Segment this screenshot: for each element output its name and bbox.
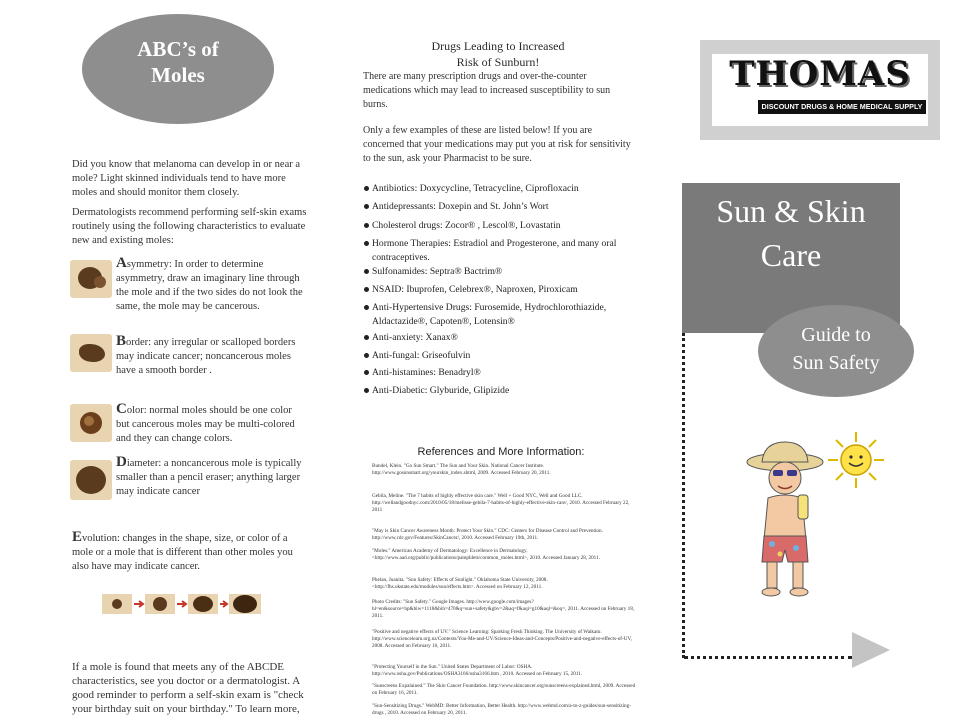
asymmetry-text <box>116 256 306 314</box>
abc-title-line2: Moles <box>151 63 205 87</box>
mole-diameter-image <box>70 460 112 500</box>
drugs-heading-line2: Risk of Sunburn! <box>456 55 540 69</box>
sun-icon <box>826 430 886 490</box>
letter-d: D <box>116 454 127 470</box>
evolution-text <box>72 530 308 574</box>
mole-asymmetry-image <box>70 260 112 298</box>
dotted-line-horizontal <box>684 656 852 659</box>
drug-bullet <box>364 287 369 292</box>
evolution-desc: volution: changes in the shape, size, or color of a mole or a mole that is different than other moles you also have may indicate cancer. <box>72 533 293 572</box>
guide-ellipse <box>758 305 914 397</box>
mole-evolution-strip <box>102 592 262 616</box>
drug-bullet <box>364 241 369 246</box>
thomas-logo <box>700 40 940 140</box>
color-desc: olor: normal moles should be one color but cancerous moles may be multi-colored and they can change colors. <box>116 405 295 444</box>
diameter-text <box>116 455 306 499</box>
child-with-sunscreen-illustration <box>740 440 835 600</box>
abcde-footer: If a mole is found that meets any of the ABCDE characteristics, see you doctor or a dermatologist. A good reminder to perform a self-skin exam is "check your birthday suit on your birthday." To learn more, <box>72 661 304 715</box>
drug-item: Anti-histamines: Benadryl® <box>372 367 481 378</box>
drugs-intro: There are many prescription drugs and over-the-counter medications which may lead to increased susceptibility to sun burns. <box>363 71 611 110</box>
drug-item: Hormone Therapies: Estradiol and Progesterone, and many oral contraceptives. <box>372 238 617 263</box>
reference-item: "Sunscreens Expalained." The Skin Cancer Foundation. http://www.skincancer.org/sunscreens-explained.html, 2009. Accessed on February 16, 2011. <box>372 683 636 696</box>
drug-bullet <box>364 269 369 274</box>
self-exam-intro: Dermatologists recommend performing self-skin exams routinely using the following characteristics to evaluate new and existing moles: <box>72 207 307 246</box>
mole-border-image <box>70 334 112 372</box>
drug-item: Anti-Diabetic: Glyburide, Glipizide <box>372 385 510 396</box>
abc-title-ellipse <box>82 14 274 124</box>
drugs-heading-line1: Drugs Leading to Increased <box>431 39 565 53</box>
letter-e: E <box>72 529 83 545</box>
drug-item: Antibiotics: Doxycycline, Tetracycline, Ciprofloxacin <box>372 183 579 194</box>
sun-skin-title-line1: Sun & Skin <box>716 193 866 229</box>
border-desc: order: any irregular or scalloped borders may indicate cancer; noncancerous moles have a smooth border . <box>116 337 296 376</box>
letter-b: B <box>116 333 127 349</box>
reference-item: Phelan, Juanita. "Sun Safety: Effects of Sunlight." Oklahoma State University, 2008. <http://fhs.okstate.edu/modules/sun/effects.htm>. Accessed on February 12, 2011. <box>372 577 548 590</box>
mole-evolution-illustration <box>102 592 262 616</box>
thomas-logo-tagline: DISCOUNT DRUGS & HOME MEDICAL SUPPLY <box>758 100 926 114</box>
guide-line2: Sun Safety <box>792 352 880 374</box>
reference-item: Photo Credits: "Sun Safety." Google Images. http://www.google.com/images?hl=en&source=hp&biw=1118&bih=470&q=sun+safety&gbv=2&aq=f&aqi=g10&aql=&oq=, 2011. Accessed on February 18, 2011. <box>372 599 635 619</box>
diameter-desc: iameter: a noncancerous mole is typically smaller than a pencil eraser; anything larger may indicate cancer <box>116 458 302 497</box>
guide-line1: Guide to <box>801 324 871 346</box>
border-text <box>116 334 306 378</box>
drug-item: Anti-fungal: Griseofulvin <box>372 350 471 361</box>
abc-title-line1: ABC’s of <box>137 37 219 61</box>
drug-bullet <box>364 353 369 358</box>
reference-item: Gebila, Meline. "The 7 habits of highly effective skin care." Well + Good NYC, Well and Good LLC. http://wellandgoodnyc.com/2010/05/18/melisse-gebila-7-habits-of-highly-effective-skin-care/, 2010. Accessed February 22, 2011 <box>372 493 630 513</box>
sun-skin-title-line2: Care <box>760 237 822 273</box>
reference-item: "Protecting Yourself in the Sun." United States Department of Labor: OSHA. http://www.osha.gov/Publications/OSHA3166/osha3166.htm , 2010. Accessed on February 15, 2011. <box>372 664 583 677</box>
drug-bullet <box>364 204 369 209</box>
drug-item: Sulfonamides: Septra® Bactrim® <box>372 266 503 277</box>
drugs-examples: Only a few examples of these are listed below! If you are concerned that your medications may put you at risk for sensitivity to the sun, ask your Pharmacist to be sure. <box>363 125 631 164</box>
mole-color-image <box>70 404 112 442</box>
reference-item: "Sun-Sensitizing Drugs." WebMD: Better Information, Better Health. http://www.webmd.com/a-to-z-guides/sun-sensitizing-drugs , 2010. Accessed on February 20, 2011. <box>372 703 631 716</box>
color-text <box>116 402 306 446</box>
drug-bullet <box>364 335 369 340</box>
drug-item: Antidepressants: Doxepin and St. John’s Wort <box>372 201 549 212</box>
drug-item: Anti-anxiety: Xanax® <box>372 332 458 343</box>
reference-item: "Moles." American Academy of Dermatology: Excellence in Dermatology. <http://www.aad.org/public/publications/pamphlets/common_moles.html>, 2010. Accessed January 28, 2011. <box>372 548 600 561</box>
melanoma-intro: Did you know that melanoma can develop in or near a mole? Light skinned individuals tend to have more moles and should monitor them closely. <box>72 159 301 198</box>
reference-item: "May is Skin Cancer Awareness Month: Protect Your Skin." CDC: Centers for Disease Control and Prevention. http://www.cdc.gov/Features/SkinCancer/, 2010. Accessed February 19th, 2011. <box>372 528 603 541</box>
letter-c: C <box>116 401 127 417</box>
drugs-heading <box>380 38 616 70</box>
reference-item: "Positive and negative effects of UV." Science Learning: Sparking Fresh Thinking. The University of Waikato. http://www.sciencelearn.org.nz/Contexts/You-Me-and-UV/Science-Ideas-and-Concepts/Positive-and-negative-effects-of-UV, 2008. Accessed on February 16, 2011. <box>372 629 632 649</box>
drug-bullet <box>364 186 369 191</box>
drug-bullet <box>364 370 369 375</box>
drug-item: NSAID: Ibuprofen, Celebrex®, Naproxen, Piroxicam <box>372 284 578 295</box>
drug-item: Cholesterol drugs: Zocor® , Lescol®, Lovastatin <box>372 220 561 231</box>
drug-bullet <box>364 305 369 310</box>
drug-item: Anti-Hypertensive Drugs: Furosemide, Hydrochlorothiazide, Aldactazide®, Capoten®, Lotensin® <box>372 302 607 327</box>
asymmetry-desc: symmetry: In order to determine asymmetry, draw an imaginary line through the mole and if the two sides do not look the same, the mole may be cancerous. <box>116 259 303 312</box>
letter-a: A <box>116 255 127 271</box>
references-title: References and More Information: <box>417 446 585 458</box>
arrow-right-icon <box>852 632 890 668</box>
drug-bullet <box>364 223 369 228</box>
dotted-line-vertical <box>682 333 685 658</box>
reference-item: Bundel, Klein. "Go Sun Smart." The Sun and Your Skin. National Cancer Institute. http://www.gosunsmart.org/yourskin_index.shtml, 2009. Accessed February 20, 2011. <box>372 463 551 476</box>
drug-bullet <box>364 388 369 393</box>
thomas-logo-name: THOMAS <box>729 54 911 94</box>
